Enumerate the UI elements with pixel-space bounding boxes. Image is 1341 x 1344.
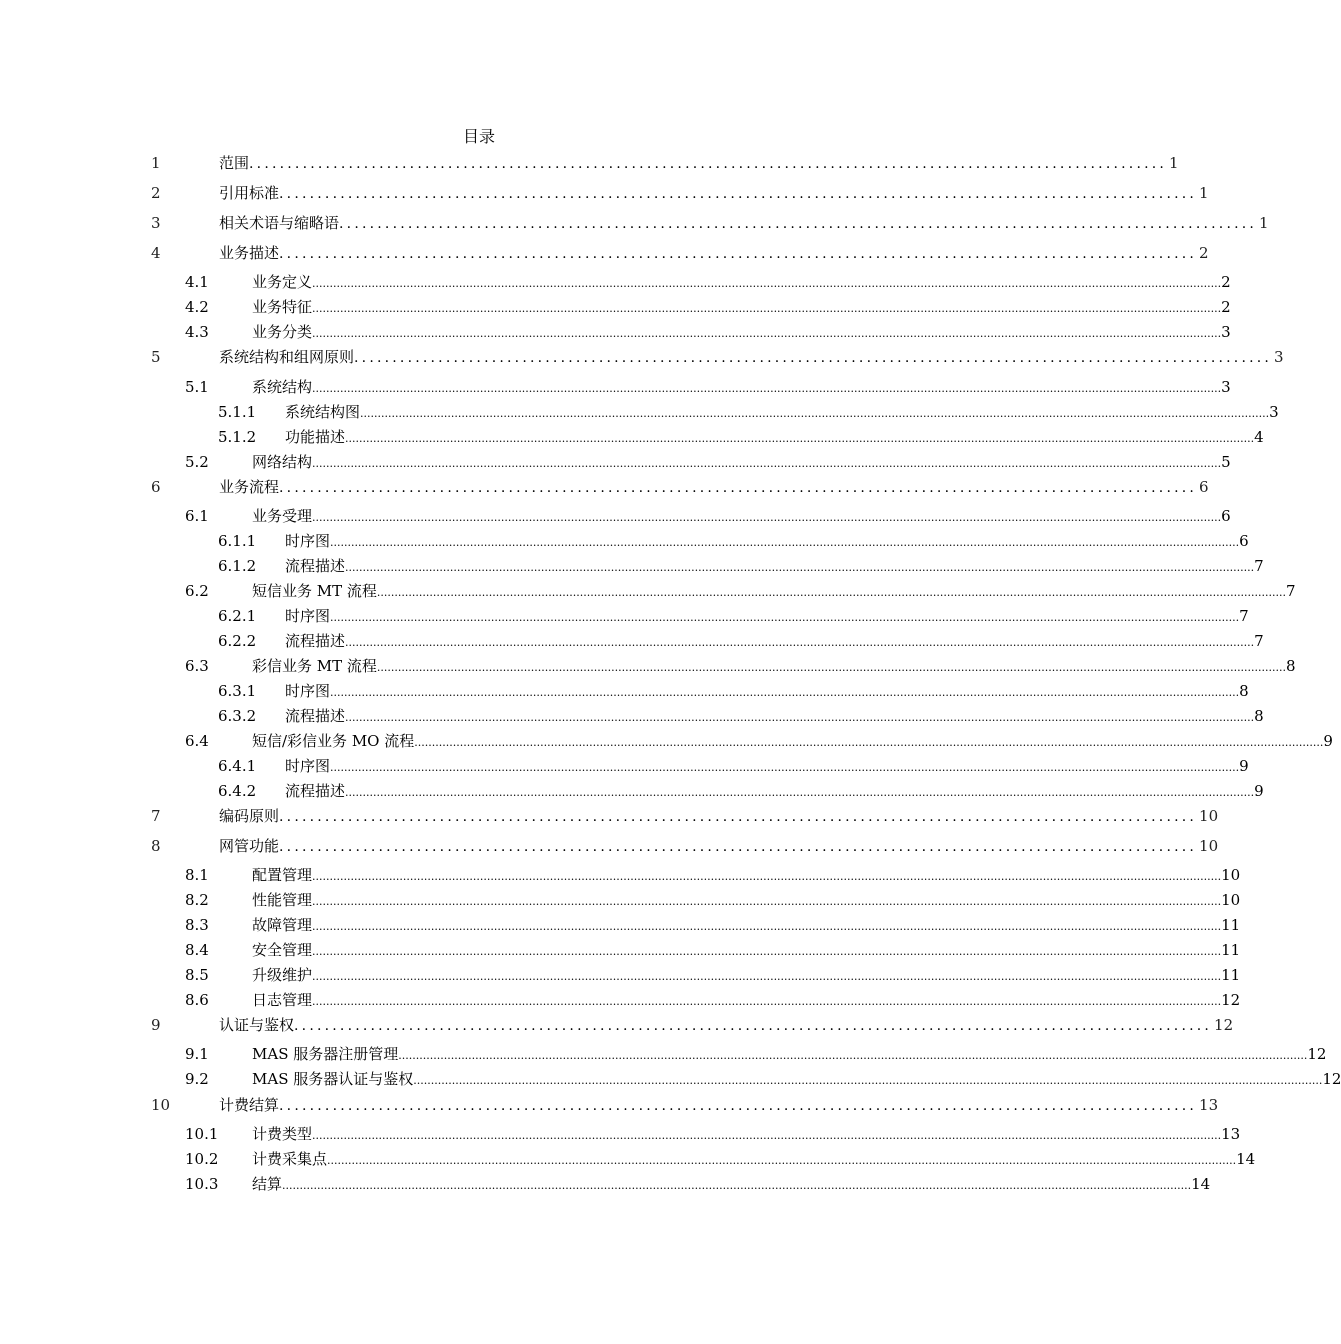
toc-entry[interactable] bbox=[0, 606, 1249, 626]
toc-entry-number: 4.3 bbox=[185, 323, 209, 341]
toc-entry[interactable] bbox=[0, 1124, 1241, 1144]
dot-leader: ........................................................................................................................ bbox=[279, 246, 1198, 262]
toc-entry-title[interactable]: 计费采集点 bbox=[252, 1150, 328, 1168]
toc-entry[interactable] bbox=[0, 213, 1269, 233]
toc-entry-page-number: 7 bbox=[1286, 582, 1296, 600]
dot-leader: .................................................................................................................................................................................................................................................................... bbox=[330, 611, 1240, 624]
dot-leader: .................................................................................................................................................................................................................................................................... bbox=[413, 1074, 1323, 1087]
toc-entry-page-number: 10 bbox=[1199, 837, 1219, 855]
toc-entry-page-number: 7 bbox=[1239, 607, 1249, 625]
dot-leader: ........................................................................................................................ bbox=[339, 216, 1258, 232]
toc-entry-page-number: 6 bbox=[1239, 532, 1249, 550]
toc-entry-leader bbox=[219, 1095, 1219, 1116]
toc-entry-number: 9.1 bbox=[185, 1045, 209, 1063]
toc-title: 目录 bbox=[462, 127, 495, 146]
toc-entry[interactable] bbox=[0, 965, 1241, 985]
dot-leader: .................................................................................................................................................................................................................................................................... bbox=[312, 995, 1222, 1008]
toc-entry-title[interactable]: 业务受理 bbox=[252, 507, 313, 525]
toc-entry-page-number: 8 bbox=[1286, 657, 1296, 675]
toc-entry-leader bbox=[285, 681, 1249, 703]
toc-entry-number: 2 bbox=[151, 184, 161, 202]
toc-entry-leader bbox=[252, 940, 1241, 962]
toc-entry-leader bbox=[252, 452, 1231, 474]
toc-entry-page-number: 2 bbox=[1221, 298, 1231, 316]
dot-leader: .................................................................................................................................................................................................................................................................... bbox=[345, 711, 1255, 724]
toc-entry-leader bbox=[252, 865, 1241, 887]
toc-entry-number: 8.4 bbox=[185, 941, 209, 959]
toc-entry-title[interactable]: 流程描述 bbox=[285, 707, 346, 725]
toc-entry-title[interactable]: 结算 bbox=[252, 1175, 283, 1193]
toc-entry-number: 5.2 bbox=[185, 453, 209, 471]
toc-entry-page-number: 8 bbox=[1239, 682, 1249, 700]
dot-leader: .................................................................................................................................................................................................................................................................... bbox=[345, 636, 1255, 649]
dot-leader: .................................................................................................................................................................................................................................................................... bbox=[398, 1049, 1308, 1062]
toc-entry-number: 9.2 bbox=[185, 1070, 209, 1088]
dot-leader: ........................................................................................................................ bbox=[279, 1098, 1198, 1114]
toc-entry-title[interactable]: MAS 服务器认证与鉴权 bbox=[252, 1070, 414, 1088]
toc-entry[interactable] bbox=[0, 1149, 1256, 1169]
toc-entry[interactable] bbox=[0, 272, 1231, 292]
toc-entry-number: 6.1.2 bbox=[218, 557, 257, 575]
toc-entry-page-number: 1 bbox=[1259, 214, 1269, 232]
toc-entry-title[interactable]: 相关术语与缩略语 bbox=[219, 214, 340, 232]
toc-entry[interactable] bbox=[0, 756, 1249, 776]
toc-entry-title[interactable]: 计费类型 bbox=[252, 1125, 313, 1143]
dot-leader: .................................................................................................................................................................................................................................................................... bbox=[312, 920, 1222, 933]
toc-entry[interactable] bbox=[0, 731, 1333, 751]
toc-entry-title[interactable]: 认证与鉴权 bbox=[219, 1016, 295, 1034]
toc-entry-title[interactable]: 升级维护 bbox=[252, 966, 313, 984]
toc-entry-page-number: 12 bbox=[1221, 991, 1241, 1009]
toc-entry-leader bbox=[219, 213, 1269, 234]
dot-leader: .................................................................................................................................................................................................................................................................... bbox=[312, 457, 1222, 470]
toc-entry-page-number: 14 bbox=[1236, 1150, 1256, 1168]
toc-entry-title[interactable]: 时序图 bbox=[285, 532, 331, 550]
toc-entry-page-number: 2 bbox=[1199, 244, 1209, 262]
toc-entry-page-number: 6 bbox=[1199, 478, 1209, 496]
toc-entry-leader bbox=[252, 297, 1231, 319]
toc-entry-leader bbox=[285, 756, 1249, 778]
dot-leader: .................................................................................................................................................................................................................................................................... bbox=[330, 536, 1240, 549]
toc-entry-page-number: 7 bbox=[1254, 632, 1264, 650]
toc-entry-number: 10.3 bbox=[185, 1175, 219, 1193]
toc-entry-leader bbox=[285, 606, 1249, 628]
dot-leader: .................................................................................................................................................................................................................................................................... bbox=[376, 586, 1287, 599]
dot-leader: .................................................................................................................................................................................................................................................................... bbox=[330, 686, 1240, 699]
toc-entry-page-number: 14 bbox=[1191, 1175, 1211, 1193]
toc-entry[interactable] bbox=[0, 706, 1264, 726]
toc-entry-title[interactable]: 短信/彩信业务 MO 流程 bbox=[252, 732, 415, 750]
toc-entry[interactable] bbox=[0, 940, 1241, 960]
toc-entry-page-number: 3 bbox=[1269, 403, 1279, 421]
toc-entry-number: 6.2.1 bbox=[218, 607, 257, 625]
dot-leader: .................................................................................................................................................................................................................................................................... bbox=[330, 761, 1240, 774]
toc-entry-number: 8.3 bbox=[185, 916, 209, 934]
toc-entry[interactable] bbox=[0, 243, 1209, 263]
toc-entry-number: 1 bbox=[151, 154, 161, 172]
toc-entry-page-number: 2 bbox=[1221, 273, 1231, 291]
toc-entry[interactable] bbox=[0, 297, 1231, 317]
toc-entry[interactable] bbox=[0, 556, 1264, 576]
toc-entry-leader bbox=[252, 506, 1231, 528]
dot-leader: .................................................................................................................................................................................................................................................................... bbox=[282, 1179, 1192, 1192]
toc-entry-leader bbox=[252, 272, 1231, 294]
dot-leader: .................................................................................................................................................................................................................................................................... bbox=[345, 432, 1255, 445]
dot-leader: .................................................................................................................................................................................................................................................................... bbox=[312, 895, 1222, 908]
toc-entry-leader bbox=[252, 990, 1241, 1012]
toc-entry-page-number: 5 bbox=[1221, 453, 1231, 471]
toc-entry-leader bbox=[219, 347, 1284, 368]
toc-entry-title[interactable]: 业务特征 bbox=[252, 298, 313, 316]
dot-leader: .................................................................................................................................................................................................................................................................... bbox=[312, 277, 1222, 290]
toc-entry[interactable] bbox=[0, 402, 1279, 422]
toc-entry-page-number: 4 bbox=[1254, 428, 1264, 446]
toc-entry[interactable] bbox=[0, 656, 1296, 676]
toc-entry-leader bbox=[219, 1015, 1234, 1036]
toc-entry-leader bbox=[252, 965, 1241, 987]
toc-entry-title[interactable]: 配置管理 bbox=[252, 866, 313, 884]
toc-entry-leader bbox=[252, 1174, 1211, 1196]
dot-leader: ........................................................................................................................ bbox=[279, 480, 1198, 496]
toc-entry-title[interactable]: 彩信业务 MT 流程 bbox=[252, 657, 377, 675]
toc-entry-leader bbox=[219, 183, 1209, 204]
toc-entry-number: 6.2 bbox=[185, 582, 209, 600]
dot-leader: .................................................................................................................................................................................................................................................................... bbox=[312, 382, 1222, 395]
toc-entry-leader bbox=[219, 806, 1219, 827]
toc-entry-number: 4.1 bbox=[185, 273, 209, 291]
toc-entry-leader bbox=[219, 243, 1209, 264]
toc-entry-title[interactable]: 流程描述 bbox=[285, 632, 346, 650]
toc-entry-number: 6.4 bbox=[185, 732, 209, 750]
dot-leader: .................................................................................................................................................................................................................................................................... bbox=[312, 1129, 1222, 1142]
toc-entry[interactable] bbox=[0, 427, 1264, 447]
toc-entry[interactable] bbox=[0, 681, 1249, 701]
toc-entry-page-number: 1 bbox=[1169, 154, 1179, 172]
toc-entry-number: 10.1 bbox=[185, 1125, 219, 1143]
dot-leader: .................................................................................................................................................................................................................................................................... bbox=[327, 1154, 1237, 1167]
toc-entry[interactable] bbox=[0, 1174, 1211, 1194]
toc-entry-title[interactable]: 安全管理 bbox=[252, 941, 313, 959]
toc-entry-leader bbox=[285, 427, 1264, 449]
toc-entry-title[interactable]: 业务描述 bbox=[219, 244, 280, 262]
toc-entry-number: 6 bbox=[151, 478, 161, 496]
toc-entry-page-number: 8 bbox=[1254, 707, 1264, 725]
toc-entry-page-number: 10 bbox=[1221, 866, 1241, 884]
toc-entry-number: 8.2 bbox=[185, 891, 209, 909]
toc-entry-page-number: 3 bbox=[1274, 348, 1284, 366]
toc-entry-title[interactable]: 业务分类 bbox=[252, 323, 313, 341]
toc-entry-leader bbox=[252, 890, 1241, 912]
toc-entry-title[interactable]: 系统结构图 bbox=[285, 403, 361, 421]
toc-entry[interactable] bbox=[0, 1069, 1341, 1089]
toc-entry-title[interactable]: 短信业务 MT 流程 bbox=[252, 582, 377, 600]
toc-entry[interactable] bbox=[0, 506, 1231, 526]
toc-entry-title[interactable]: 计费结算 bbox=[219, 1096, 280, 1114]
toc-entry-leader bbox=[285, 556, 1264, 578]
toc-entry-number: 6.1 bbox=[185, 507, 209, 525]
toc-entry-number: 9 bbox=[151, 1016, 161, 1034]
toc-entry-page-number: 13 bbox=[1221, 1125, 1241, 1143]
toc-entry-number: 8.1 bbox=[185, 866, 209, 884]
toc-entry-title[interactable]: 引用标准 bbox=[219, 184, 280, 202]
dot-leader: ........................................................................................................................ bbox=[354, 350, 1273, 366]
toc-entry-title[interactable]: 时序图 bbox=[285, 682, 331, 700]
toc-entry-number: 5.1.1 bbox=[218, 403, 257, 421]
toc-entry-leader bbox=[252, 731, 1333, 753]
toc-entry-leader bbox=[252, 1124, 1241, 1146]
toc-entry-page-number: 11 bbox=[1221, 916, 1241, 934]
toc-entry-page-number: 3 bbox=[1221, 378, 1231, 396]
toc-entry-number: 8.6 bbox=[185, 991, 209, 1009]
toc-entry-leader bbox=[252, 1044, 1327, 1066]
toc-entry-leader bbox=[252, 656, 1296, 678]
toc-entry[interactable] bbox=[0, 1095, 1219, 1115]
toc-entry-leader bbox=[285, 631, 1264, 653]
toc-entry-leader bbox=[285, 531, 1249, 553]
toc-entry-title[interactable]: 系统结构 bbox=[252, 378, 313, 396]
toc-entry-number: 6.3 bbox=[185, 657, 209, 675]
toc-entry-number: 7 bbox=[151, 807, 161, 825]
dot-leader: .................................................................................................................................................................................................................................................................... bbox=[312, 511, 1222, 524]
toc-entry-number: 5.1 bbox=[185, 378, 209, 396]
toc-entry-page-number: 10 bbox=[1199, 807, 1219, 825]
toc-entry-title[interactable]: 系统结构和组网原则 bbox=[219, 348, 355, 366]
dot-leader: .................................................................................................................................................................................................................................................................... bbox=[312, 302, 1222, 315]
toc-entry-title[interactable]: 时序图 bbox=[285, 607, 331, 625]
toc-entry-number: 4.2 bbox=[185, 298, 209, 316]
toc-entry-number: 6.2.2 bbox=[218, 632, 257, 650]
toc-entry-page-number: 9 bbox=[1323, 732, 1333, 750]
toc-entry-title[interactable]: 日志管理 bbox=[252, 991, 313, 1009]
toc-entry[interactable] bbox=[0, 581, 1296, 601]
toc-entry[interactable] bbox=[0, 1044, 1327, 1064]
toc-entry-title[interactable]: 流程描述 bbox=[285, 557, 346, 575]
toc-entry-leader bbox=[252, 581, 1296, 603]
toc-entry-leader bbox=[285, 781, 1264, 803]
toc-entry-page-number: 1 bbox=[1199, 184, 1209, 202]
dot-leader: .................................................................................................................................................................................................................................................................... bbox=[414, 736, 1324, 749]
toc-entry[interactable] bbox=[0, 806, 1219, 826]
toc-entry[interactable] bbox=[0, 531, 1249, 551]
dot-leader: .................................................................................................................................................................................................................................................................... bbox=[312, 945, 1222, 958]
toc-entry-page-number: 13 bbox=[1199, 1096, 1219, 1114]
toc-entry-page-number: 12 bbox=[1322, 1070, 1341, 1088]
dot-leader: .................................................................................................................................................................................................................................................................... bbox=[376, 661, 1287, 674]
toc-entry-page-number: 11 bbox=[1221, 966, 1241, 984]
toc-entry-title[interactable]: 时序图 bbox=[285, 757, 331, 775]
toc-entry-page-number: 6 bbox=[1221, 507, 1231, 525]
toc-entry[interactable] bbox=[0, 477, 1209, 497]
toc-entry-leader bbox=[252, 915, 1241, 937]
toc-entry-page-number: 11 bbox=[1221, 941, 1241, 959]
toc-entry[interactable] bbox=[0, 781, 1264, 801]
toc-entry[interactable] bbox=[0, 1015, 1234, 1035]
toc-entry-number: 10.2 bbox=[185, 1150, 219, 1168]
toc-entry-page-number: 9 bbox=[1254, 782, 1264, 800]
toc-entry[interactable] bbox=[0, 631, 1264, 651]
dot-leader: ........................................................................................................................ bbox=[294, 1018, 1213, 1034]
toc-entry-page-number: 12 bbox=[1214, 1016, 1234, 1034]
toc-entry[interactable] bbox=[0, 377, 1231, 397]
toc-entry-page-number: 3 bbox=[1221, 323, 1231, 341]
toc-entry[interactable] bbox=[0, 322, 1231, 342]
toc-entry-number: 3 bbox=[151, 214, 161, 232]
toc-entry-page-number: 10 bbox=[1221, 891, 1241, 909]
toc-entry-title[interactable]: 业务定义 bbox=[252, 273, 313, 291]
dot-leader: .................................................................................................................................................................................................................................................................... bbox=[312, 970, 1222, 983]
toc-entry-number: 6.4.1 bbox=[218, 757, 257, 775]
toc-entry-number: 6.4.2 bbox=[218, 782, 257, 800]
toc-entry-title[interactable]: 网管功能 bbox=[219, 837, 280, 855]
toc-entry-number: 6.1.1 bbox=[218, 532, 257, 550]
toc-entry-title[interactable]: 业务流程 bbox=[219, 478, 280, 496]
toc-entry-title[interactable]: 功能描述 bbox=[285, 428, 346, 446]
dot-leader: ........................................................................................................................ bbox=[279, 186, 1198, 202]
toc-entry-title[interactable]: 范围 bbox=[219, 154, 250, 172]
toc-entry-leader bbox=[285, 706, 1264, 728]
toc-entry-page-number: 12 bbox=[1307, 1045, 1327, 1063]
dot-leader: ........................................................................................................................ bbox=[249, 156, 1168, 172]
toc-entry-number: 6.3.1 bbox=[218, 682, 257, 700]
toc-entry[interactable] bbox=[0, 836, 1219, 856]
toc-entry-leader bbox=[219, 477, 1209, 498]
dot-leader: .................................................................................................................................................................................................................................................................... bbox=[312, 870, 1222, 883]
toc-entry-number: 5 bbox=[151, 348, 161, 366]
dot-leader: .................................................................................................................................................................................................................................................................... bbox=[345, 786, 1255, 799]
toc-entry-number: 4 bbox=[151, 244, 161, 262]
toc-entry-leader bbox=[252, 1149, 1256, 1171]
dot-leader: ........................................................................................................................ bbox=[279, 809, 1198, 825]
toc-entry-number: 6.3.2 bbox=[218, 707, 257, 725]
toc-entry-leader bbox=[252, 377, 1231, 399]
toc-entry-leader bbox=[252, 322, 1231, 344]
toc-entry-title[interactable]: MAS 服务器注册管理 bbox=[252, 1045, 399, 1063]
toc-entry-number: 10 bbox=[151, 1096, 171, 1114]
toc-entry[interactable] bbox=[0, 153, 1179, 173]
toc-entry-number: 5.1.2 bbox=[218, 428, 257, 446]
toc-entry-title[interactable]: 编码原则 bbox=[219, 807, 280, 825]
toc-entry[interactable] bbox=[0, 347, 1284, 367]
toc-entry[interactable] bbox=[0, 183, 1209, 203]
toc-entry[interactable] bbox=[0, 915, 1241, 935]
toc-entry-leader bbox=[285, 402, 1279, 424]
toc-entry-title[interactable]: 故障管理 bbox=[252, 916, 313, 934]
toc-entry-number: 8.5 bbox=[185, 966, 209, 984]
toc-entry[interactable] bbox=[0, 452, 1231, 472]
dot-leader: ........................................................................................................................ bbox=[279, 839, 1198, 855]
toc-entry-page-number: 7 bbox=[1254, 557, 1264, 575]
toc-entry-leader bbox=[219, 836, 1219, 857]
toc-entry[interactable] bbox=[0, 890, 1241, 910]
dot-leader: .................................................................................................................................................................................................................................................................... bbox=[312, 327, 1222, 340]
toc-entry-title[interactable]: 性能管理 bbox=[252, 891, 313, 909]
toc-entry-leader bbox=[219, 153, 1179, 174]
toc-entry-title[interactable]: 流程描述 bbox=[285, 782, 346, 800]
toc-entry[interactable] bbox=[0, 865, 1241, 885]
toc-entry-number: 8 bbox=[151, 837, 161, 855]
dot-leader: .................................................................................................................................................................................................................................................................... bbox=[360, 407, 1270, 420]
toc-entry-title[interactable]: 网络结构 bbox=[252, 453, 313, 471]
toc-entry-page-number: 9 bbox=[1239, 757, 1249, 775]
dot-leader: .................................................................................................................................................................................................................................................................... bbox=[345, 561, 1255, 574]
toc-entry-leader bbox=[252, 1069, 1341, 1091]
toc-entry[interactable] bbox=[0, 990, 1241, 1010]
